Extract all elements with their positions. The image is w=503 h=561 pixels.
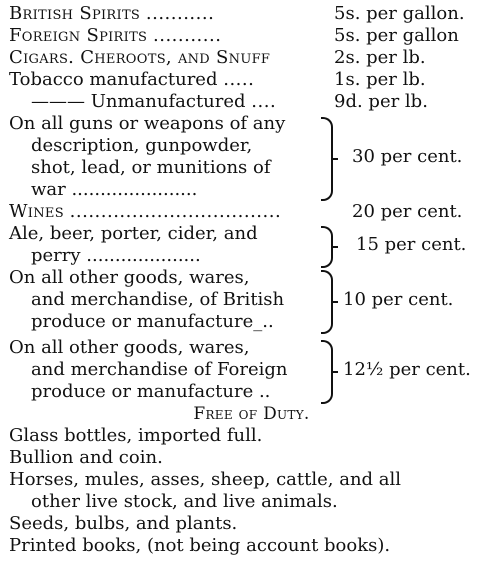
group-rate: 15 per cent.	[356, 234, 467, 255]
rate-group-ale	[9, 223, 495, 267]
group-line: war ......................	[31, 179, 198, 200]
rate-row-wines	[9, 201, 495, 223]
rate-row-british-spirits	[9, 3, 495, 25]
group-rate: 12½ per cent.	[343, 359, 471, 380]
free-of-duty-heading: Free of Duty.	[193, 404, 310, 424]
rate-group-guns	[9, 113, 495, 201]
rate-row-unmanufactured	[31, 91, 495, 113]
brace	[321, 117, 333, 201]
rate-item: ——— Unmanufactured	[31, 91, 246, 112]
rate-value: 5s. per gallon	[334, 25, 459, 46]
rate-item: Wines	[9, 201, 64, 222]
rate-group-foreign-goods	[9, 337, 495, 403]
group-line: On all guns or weapons of any	[9, 113, 286, 134]
leader-dots: ...........	[153, 25, 222, 46]
leader-dots: ...........	[145, 3, 215, 24]
brace	[321, 270, 333, 334]
group-line: On all other goods, wares,	[9, 337, 250, 358]
group-line: On all other goods, wares,	[9, 267, 250, 288]
rate-group-british-goods	[9, 267, 495, 333]
rate-value: 2s. per lb.	[334, 47, 426, 68]
rate-item: British Spirits	[9, 3, 141, 24]
group-line: produce or manufacture_..	[31, 311, 274, 332]
list-item: Glass bottles, imported full.	[9, 425, 263, 446]
list-item: Printed books, (not being account books).	[9, 535, 391, 556]
list-item: Horses, mules, asses, sheep, cattle, and all	[9, 469, 402, 490]
rate-row-foreign-spirits	[9, 25, 495, 47]
list-item: Seeds, bulbs, and plants.	[9, 513, 238, 534]
rate-value: 5s. per gallon.	[334, 3, 465, 24]
group-line: Ale, beer, porter, cider, and	[9, 223, 258, 244]
group-line: perry ....................	[31, 245, 201, 266]
group-rate: 30 per cent.	[352, 146, 463, 167]
leader-dots: .....	[223, 69, 255, 90]
list-item: other live stock, and live animals.	[31, 491, 338, 512]
group-line: and merchandise of Foreign	[31, 359, 288, 380]
group-rate: 10 per cent.	[343, 289, 454, 310]
rate-row-tobacco	[9, 69, 495, 91]
rate-item: Tobacco manufactured	[9, 69, 218, 90]
rate-item: Foreign Spirits	[9, 25, 148, 46]
leader-dots: ..................................	[69, 201, 282, 222]
rate-value: 9d. per lb.	[334, 91, 428, 112]
list-item: Bullion and coin.	[9, 447, 163, 468]
rate-item: Cigars. Cheroots, and Snuff	[9, 47, 271, 68]
group-line: and merchandise, of British	[31, 289, 285, 310]
group-line: shot, lead, or munitions of	[31, 157, 271, 178]
brace	[321, 226, 333, 268]
leader-dots: ....	[251, 91, 277, 112]
rate-row-cigars	[9, 47, 495, 69]
rate-value: 1s. per lb.	[334, 69, 426, 90]
brace	[321, 340, 333, 404]
group-line: description, gunpowder,	[31, 135, 253, 156]
group-line: produce or manufacture ..	[31, 381, 271, 402]
rate-value: 20 per cent.	[352, 201, 463, 222]
